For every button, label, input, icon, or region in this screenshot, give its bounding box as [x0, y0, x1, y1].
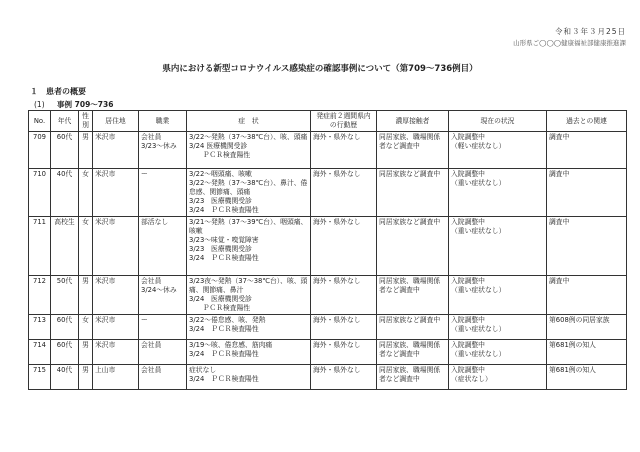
header-col-symptoms: 症 状 [187, 111, 311, 132]
cell-travel: 海外・県外なし [311, 217, 377, 276]
cell-no: 713 [29, 315, 51, 340]
table-row [29, 169, 627, 217]
cell-residence: 米沢市 [93, 276, 139, 315]
subsection-heading [34, 99, 113, 110]
cell-symptoms: 3/22～咽頭痛、咳嗽 3/22～発熱（37～38℃台）、鼻汁、倦怠感、関節痛、頭痛 3/23 医療機関受診 3/24 ＰＣＲ検査陽性 [187, 169, 311, 217]
cell-travel: 海外・県外なし [311, 315, 377, 340]
table-row [29, 315, 627, 340]
cell-job: 会社員 [139, 340, 187, 365]
cell-contacts: 同居家族など調査中 [377, 169, 449, 217]
table-row [29, 276, 627, 315]
table-body [29, 132, 627, 390]
cell-status: 入院調整中 （軽い症状なし） [449, 132, 547, 169]
cell-no: 710 [29, 169, 51, 217]
subsection-label: 事例 709～736 [57, 100, 114, 109]
cell-job: 会社員 [139, 365, 187, 390]
cell-symptoms: 3/21～発熱（37～39℃台）、咽頭痛、咳嗽 3/23～味覚・嗅覚障害 3/23 医療機関受診 3/24 ＰＣＲ検査陽性 [187, 217, 311, 276]
cell-status: 入院調整中 （重い症状なし） [449, 217, 547, 276]
cell-status: 入院調整中 （重い症状なし） [449, 340, 547, 365]
section-heading: １ 患者の概要 [30, 87, 86, 96]
cell-travel: 海外・県外なし [311, 132, 377, 169]
cell-residence: 上山市 [93, 365, 139, 390]
cell-no: 711 [29, 217, 51, 276]
table-row [29, 217, 627, 276]
header-col-status: 現在の状況 [449, 111, 547, 132]
cell-travel: 海外・県外なし [311, 365, 377, 390]
issuing-department: 山形県ご◯◯◯健康福祉部健康推進課 [513, 39, 626, 47]
cell-status: 入院調整中 （重い症状なし） [449, 169, 547, 217]
cell-sex: 女 [79, 315, 93, 340]
table-row [29, 340, 627, 365]
cell-status: 入院調整中 （重い症状なし） [449, 315, 547, 340]
cell-sex: 男 [79, 340, 93, 365]
cell-job: 会社員 3/24～休み [139, 276, 187, 315]
page-title: 県内における新型コロナウイルス感染症の確認事例について（第709～736例目） [162, 64, 478, 74]
header-col-no: No. [29, 111, 51, 132]
header-col-contacts: 濃厚接触者 [377, 111, 449, 132]
cell-job: ー [139, 315, 187, 340]
cell-symptoms: 3/22～発熱（37～38℃台）、咳、頭痛 3/24 医療機関受診 ＰＣＲ検査陽性 [187, 132, 311, 169]
header-col-travel: 発症前２週間県内の行動歴 [311, 111, 377, 132]
header-col-sex: 性別 [79, 111, 93, 132]
header-col-residence: 居住地 [93, 111, 139, 132]
cell-sex: 男 [79, 276, 93, 315]
table-header-row [29, 111, 627, 132]
cell-sex: 女 [79, 169, 93, 217]
table-row [29, 132, 627, 169]
cell-link: 第681例の知人 [547, 340, 627, 365]
subsection-number: (1) [34, 100, 45, 109]
cell-contacts: 同居家族、職場関係者など調査中 [377, 365, 449, 390]
cell-contacts: 同居家族、職場関係者など調査中 [377, 340, 449, 365]
cell-age: 60代 [51, 132, 79, 169]
cell-link: 調査中 [547, 132, 627, 169]
cell-residence: 米沢市 [93, 217, 139, 276]
cell-age: 60代 [51, 340, 79, 365]
header-col-job: 職業 [139, 111, 187, 132]
cell-travel: 海外・県外なし [311, 276, 377, 315]
cell-age: 40代 [51, 365, 79, 390]
cell-residence: 米沢市 [93, 340, 139, 365]
header-col-link: 過去との関連 [547, 111, 627, 132]
cell-contacts: 同居家族、職場関係者など調査中 [377, 276, 449, 315]
cell-no: 712 [29, 276, 51, 315]
cell-job: 会社員 3/23～休み [139, 132, 187, 169]
table-row [29, 365, 627, 390]
cell-sex: 男 [79, 132, 93, 169]
cell-no: 709 [29, 132, 51, 169]
cell-link: 調査中 [547, 217, 627, 276]
cell-job: 部活なし [139, 217, 187, 276]
cell-status: 入院調整中 （重い症状なし） [449, 276, 547, 315]
cell-age: 60代 [51, 315, 79, 340]
cell-travel: 海外・県外なし [311, 340, 377, 365]
cell-contacts: 同居家族など調査中 [377, 315, 449, 340]
cell-no: 714 [29, 340, 51, 365]
cell-contacts: 同居家族、職場関係者など調査中 [377, 132, 449, 169]
cell-status: 入院調整中 （症状なし） [449, 365, 547, 390]
cell-residence: 米沢市 [93, 169, 139, 217]
cell-sex: 女 [79, 217, 93, 276]
cell-symptoms: 3/22～倦怠感、咳、発熱 3/24 ＰＣＲ検査陽性 [187, 315, 311, 340]
cell-age: 40代 [51, 169, 79, 217]
cell-no: 715 [29, 365, 51, 390]
cell-link: 調査中 [547, 169, 627, 217]
header-col-age: 年代 [51, 111, 79, 132]
cell-link: 第608例の同居家族 [547, 315, 627, 340]
cell-contacts: 同居家族など調査中 [377, 217, 449, 276]
patient-table [28, 110, 627, 390]
cell-job: ー [139, 169, 187, 217]
cell-sex: 男 [79, 365, 93, 390]
cell-age: 50代 [51, 276, 79, 315]
cell-link: 第681例の知人 [547, 365, 627, 390]
cell-travel: 海外・県外なし [311, 169, 377, 217]
cell-symptoms: 3/23夜～発熱（37～38℃台）、咳、頭痛、関節痛、鼻汁 3/24 医療機関受診 ＰＣＲ検査陽性 [187, 276, 311, 315]
cell-age: 高校生 [51, 217, 79, 276]
cell-residence: 米沢市 [93, 315, 139, 340]
cell-symptoms: 症状なし 3/24 ＰＣＲ検査陽性 [187, 365, 311, 390]
cell-residence: 米沢市 [93, 132, 139, 169]
document-date: 令和３年３月25日 [554, 27, 626, 36]
cell-symptoms: 3/19～咳、倦怠感、筋肉痛 3/24 ＰＣＲ検査陽性 [187, 340, 311, 365]
cell-link: 調査中 [547, 276, 627, 315]
